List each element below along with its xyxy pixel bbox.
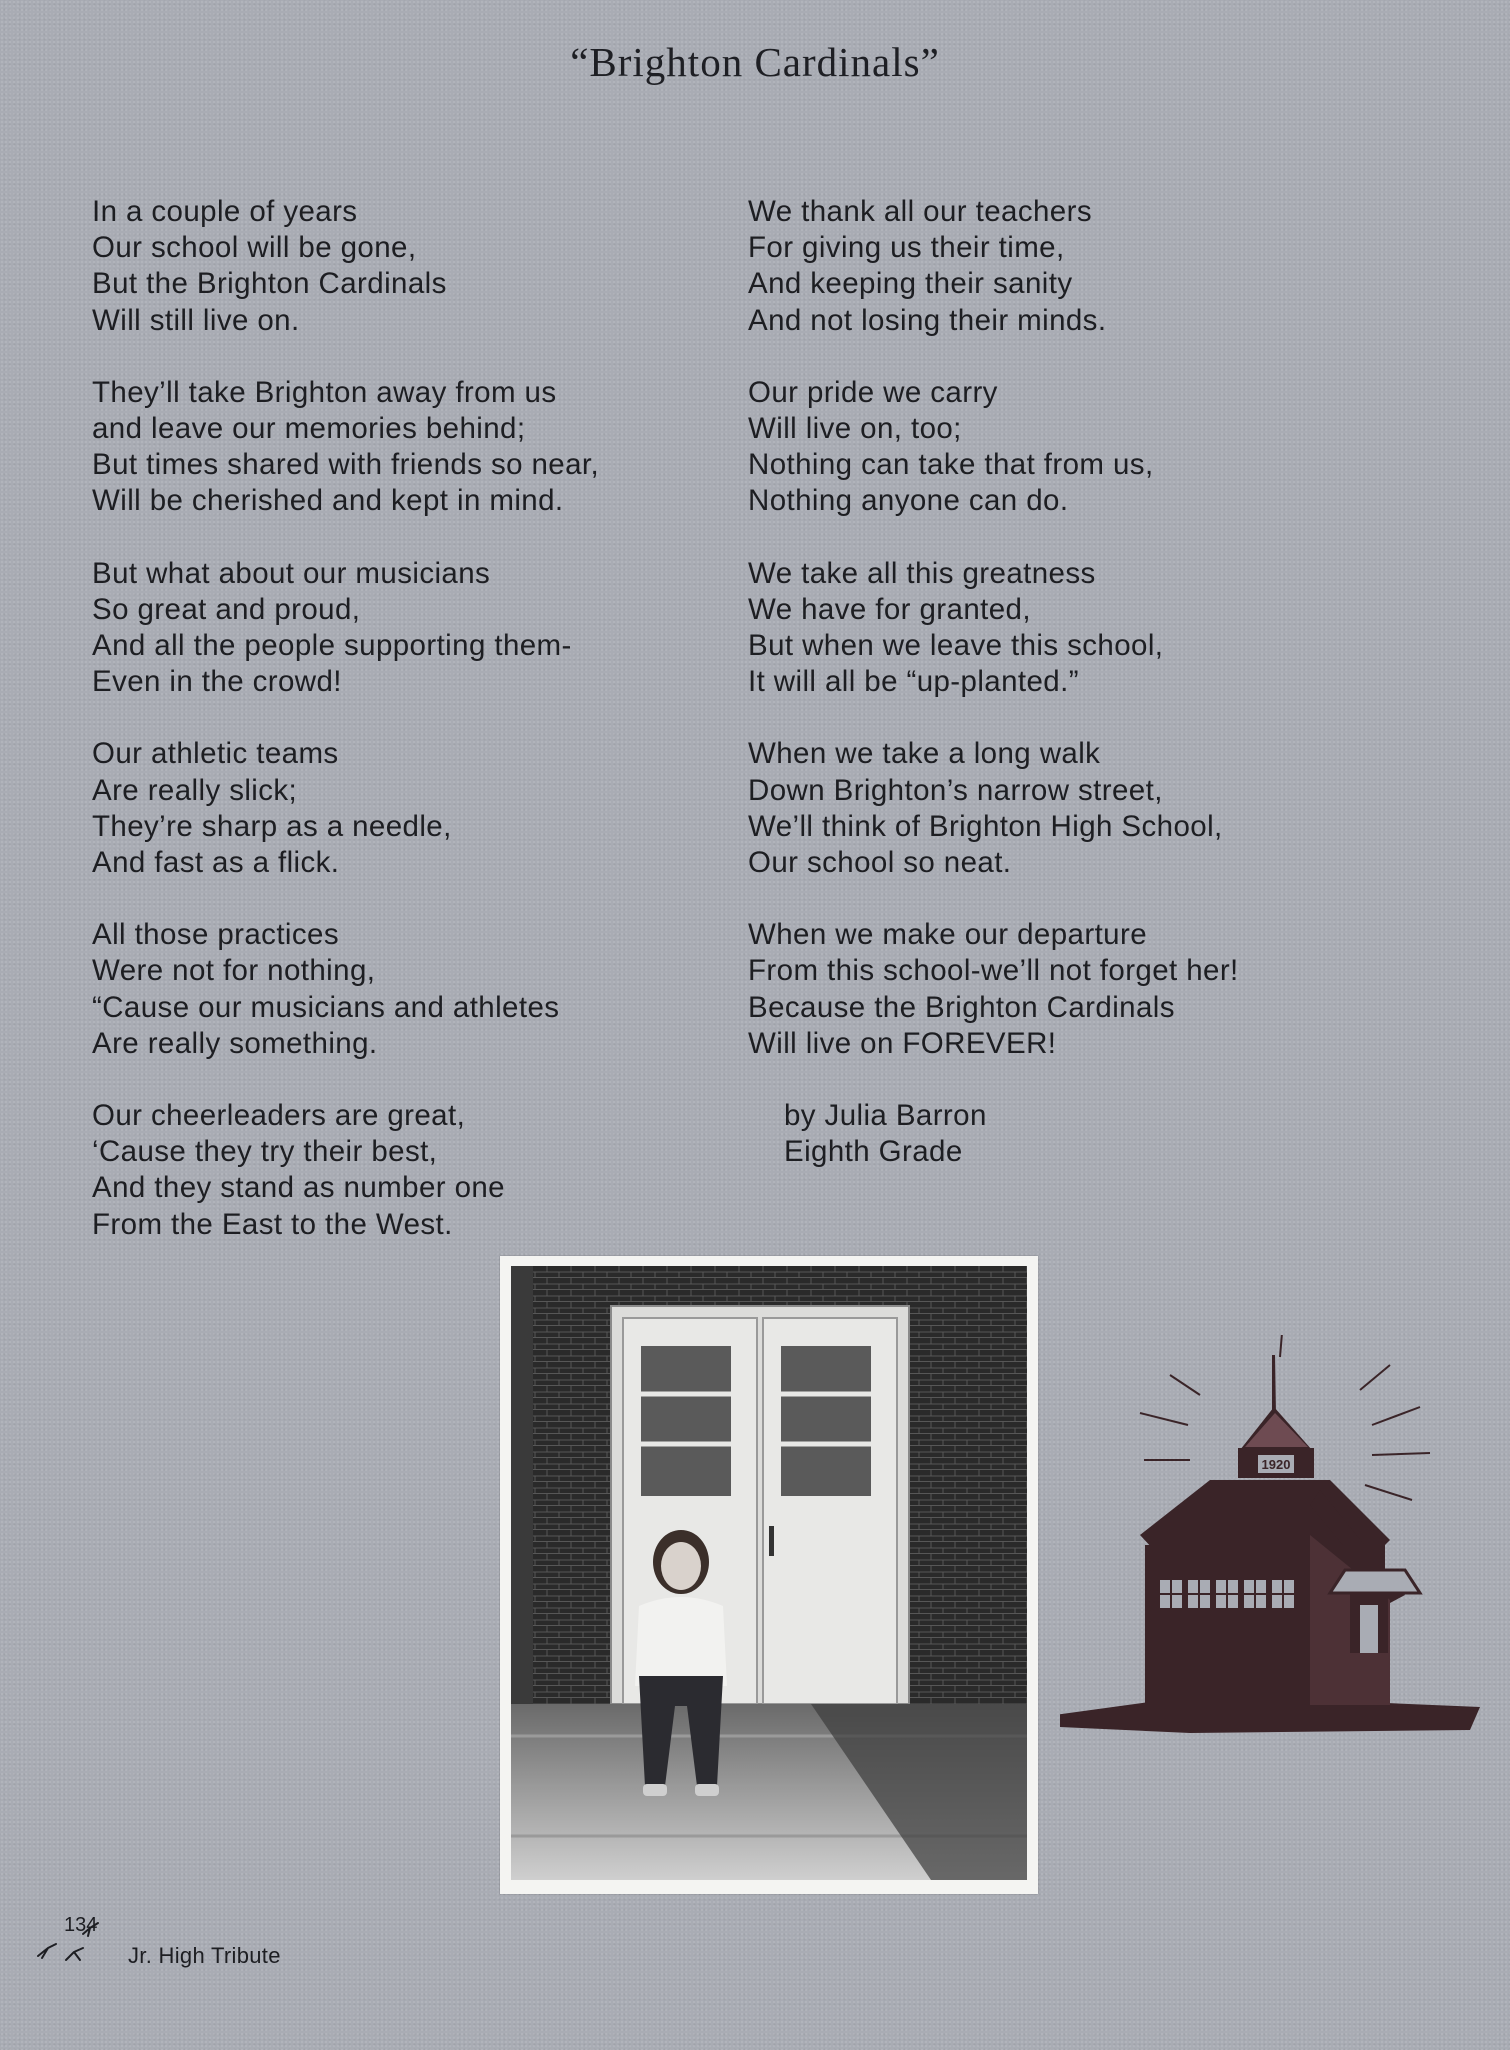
poem-line: Nothing anyone can do.: [748, 484, 1069, 518]
poem-line: We have for granted,: [748, 592, 1031, 626]
page-footer: [28, 1914, 348, 1974]
poem-line: Will still live on.: [92, 303, 300, 337]
poem-line: All those practices: [92, 918, 339, 952]
poem-line: And all the people supporting them-: [92, 629, 572, 663]
stanza: [748, 194, 1448, 339]
poem-left-column: [92, 194, 732, 1279]
poem-line: And they stand as number one: [92, 1171, 505, 1205]
poem-line: Were not for nothing,: [92, 954, 376, 988]
poem-line: Will be cherished and kept in mind.: [92, 484, 564, 518]
poem-line: Because the Brighton Cardinals: [748, 990, 1175, 1024]
schoolhouse-icon: [1060, 1335, 1480, 1750]
poem-line: From the East to the West.: [92, 1207, 453, 1241]
poem-line: But what about our musicians: [92, 556, 491, 590]
stanza: [92, 1098, 732, 1243]
poem-line: And not losing their minds.: [748, 303, 1107, 337]
stanza: [748, 375, 1448, 520]
page-number: 134: [64, 1914, 98, 1936]
poem-line: Will live on, too;: [748, 412, 962, 446]
poem-line: They’ll take Brighton away from us: [92, 375, 557, 409]
section-title: Jr. High Tribute: [128, 1943, 281, 1968]
poem-line: Our school so neat.: [748, 846, 1012, 880]
poem-line: Our cheerleaders are great,: [92, 1099, 466, 1133]
poem-line: From this school-we’ll not forget her!: [748, 954, 1239, 988]
author-grade: Eighth Grade: [784, 1135, 963, 1169]
stanza: [92, 917, 732, 1062]
poem-line: But the Brighton Cardinals: [92, 267, 447, 301]
poem-line: It will all be “up-planted.”: [748, 665, 1079, 699]
poem-line: Even in the crowd!: [92, 665, 342, 699]
poem-line: ‘Cause they try their best,: [92, 1135, 438, 1169]
stanza: [92, 194, 732, 339]
poem-line: and leave our memories behind;: [92, 412, 526, 446]
stanza: [748, 917, 1448, 1062]
stanza: [748, 556, 1448, 701]
poem-line: We take all this greatness: [748, 556, 1096, 590]
poem-line: Will live on FOREVER!: [748, 1026, 1057, 1060]
poem-line: They’re sharp as a needle,: [92, 809, 452, 843]
poem-right-column: [748, 194, 1448, 1206]
stanza: [92, 556, 732, 701]
byline: [784, 1098, 1448, 1170]
poem-line: But when we leave this school,: [748, 629, 1164, 663]
poem-line: Nothing can take that from us,: [748, 448, 1154, 482]
poem-line: Our school will be gone,: [92, 231, 417, 265]
poem-line: Are really slick;: [92, 773, 298, 807]
stanza: [92, 375, 732, 520]
poem-line: But times shared with friends so near,: [92, 448, 600, 482]
poem-line: Our athletic teams: [92, 737, 339, 771]
poem-line: In a couple of years: [92, 195, 358, 228]
poem-line: When we take a long walk: [748, 737, 1101, 771]
poem-line: Down Brighton’s narrow street,: [748, 773, 1163, 807]
poem-line: Our pride we carry: [748, 375, 998, 409]
student-photo: [500, 1256, 1038, 1894]
poem-title: “Brighton Cardinals”: [570, 39, 940, 85]
poem-line: We’ll think of Brighton High School,: [748, 809, 1223, 843]
poem-line: When we make our departure: [748, 918, 1148, 952]
poem-line: So great and proud,: [92, 592, 361, 626]
poem-line: For giving us their time,: [748, 231, 1065, 265]
poem-line: And fast as a flick.: [92, 846, 340, 880]
photo-illustration: [511, 1266, 1027, 1880]
poem-line: And keeping their sanity: [748, 267, 1073, 301]
poem-line: We thank all our teachers: [748, 195, 1092, 228]
poem-line: Are really something.: [92, 1026, 378, 1060]
schoolhouse-sign: 1920: [1261, 1457, 1291, 1472]
stanza: [748, 736, 1448, 881]
stanza: [92, 736, 732, 881]
poem-line: “Cause our musicians and athletes: [92, 990, 560, 1024]
author-name: by Julia Barron: [784, 1099, 987, 1133]
